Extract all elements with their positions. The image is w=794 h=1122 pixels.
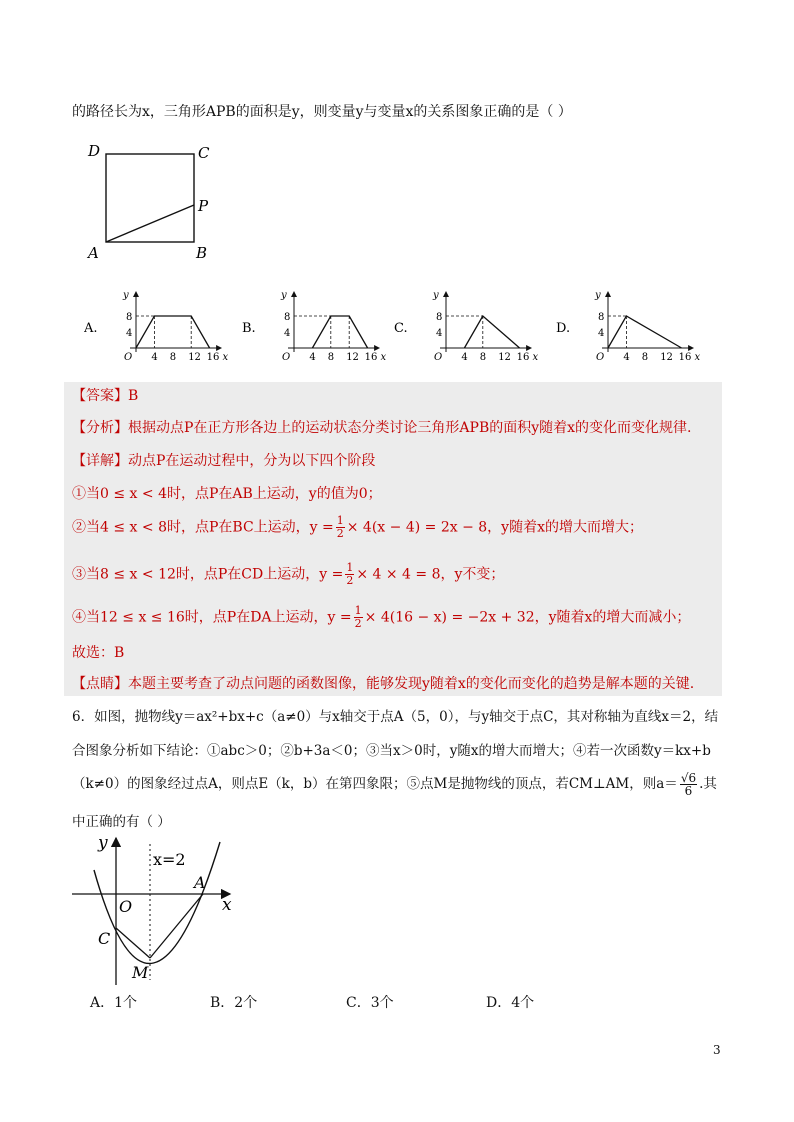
y-tick-label: 4 — [436, 328, 443, 339]
y-tick-label: 8 — [126, 312, 133, 323]
comment-line: 【点睛】本题主要考查了动点问题的函数图像，能够发现y随着x的变化而变化的趋势是解本题的关键. — [72, 676, 695, 692]
y-tick-label: 4 — [126, 328, 133, 339]
graph-line — [136, 316, 210, 348]
option-letter: A. — [84, 321, 98, 336]
q5-intro: 的路径长为x，三角形APB的面积是y，则变量y与变量x的关系图象正确的是（ ） — [72, 104, 572, 120]
x-tick-label: 8 — [169, 352, 177, 363]
label-D: D — [88, 142, 101, 160]
x-tick-label: 12 — [346, 352, 359, 363]
x-axis-label: x — [222, 352, 229, 363]
x-tick-label: 12 — [188, 352, 201, 363]
q6-option-d[interactable]: D．4个 — [486, 995, 535, 1011]
q6-option-b[interactable]: B．2个 — [210, 995, 258, 1011]
x-tick-label: 16 — [206, 352, 220, 363]
half-fraction: $\frac{1}{2}$ — [346, 561, 354, 587]
origin-label: O — [282, 352, 291, 363]
analysis-line: 【分析】根据动点P在正方形各边上的运动状态分类讨论三角形APB的面积y随着x的变化而变化规律. — [72, 420, 692, 436]
label-C: C — [198, 144, 210, 162]
step-3: ③当8 ≤ x < 12时，点P在CD上运动，y = $\frac{1}{2}$ × 4 × 4 = 8，y不变； — [72, 561, 505, 587]
x-tick-label: 16 — [364, 352, 378, 363]
option-graph-b[interactable] — [242, 286, 392, 366]
page-number: 3 — [713, 1043, 721, 1057]
parabola-figure — [64, 830, 244, 990]
y-tick-label: 8 — [436, 312, 443, 323]
fig-label-C: C — [98, 929, 111, 948]
option-letter: D. — [556, 321, 571, 336]
y-tick-label: 4 — [598, 328, 605, 339]
q6-line2: 合图象分析如下结论：①abc＞0；②b+3a＜0；③当x＞0时，y随x的增大而增大；④若一次函数y＝kx+b — [72, 743, 711, 759]
x-tick-label: 8 — [479, 352, 487, 363]
x-tick-label: 4 — [623, 352, 630, 363]
step-4: ④当12 ≤ x ≤ 16时，点P在DA上运动，y = $\frac{1}{2}$ × 4(16 − x) = −2x + 32，y随着x的增大而减小； — [72, 604, 691, 630]
option-letter: C. — [394, 321, 408, 336]
y-tick-label: 8 — [598, 312, 605, 323]
graph-line — [312, 316, 367, 348]
fig-label-A: A — [194, 873, 206, 892]
x-tick-label: 16 — [678, 352, 692, 363]
y-axis-label: y — [123, 290, 129, 301]
option-letter: B. — [242, 321, 256, 336]
y-axis-label: y — [281, 290, 287, 301]
label-B: B — [196, 244, 208, 262]
q6-line4: 中正确的有（ ） — [72, 814, 171, 830]
option-graph-c[interactable] — [394, 286, 544, 366]
origin-label: O — [124, 352, 133, 363]
sqrt6-fraction: $\frac{√6}{6}$ — [680, 771, 697, 798]
half-fraction: $\frac{1}{2}$ — [336, 514, 344, 540]
x-axis-label: x — [694, 352, 701, 363]
x-tick-label: 4 — [151, 352, 158, 363]
option-graph-a[interactable] — [84, 286, 234, 366]
choose-line: 故选：B — [72, 645, 125, 661]
x-tick-label: 8 — [327, 352, 335, 363]
fig-label-y: y — [98, 833, 108, 853]
step-1: ①当0 ≤ x < 4时，点P在AB上运动，y的值为0； — [72, 486, 382, 502]
square-figure — [82, 140, 222, 265]
q6-line3: （k≠0）的图象经过点A，则点E（k，b）在第四象限；⑤点M是抛物线的顶点，若CM⊥AM，则a＝ $\frac{√6}{6}$ .其 — [72, 771, 717, 798]
fig-label-x: x — [222, 895, 232, 915]
y-tick-label: 4 — [284, 328, 291, 339]
origin-label: O — [434, 352, 443, 363]
graph-line — [464, 316, 519, 348]
q6-option-c[interactable]: C．3个 — [346, 995, 394, 1011]
answer-line: 【答案】B — [72, 388, 139, 404]
y-axis-label: y — [433, 290, 439, 301]
x-tick-label: 4 — [461, 352, 468, 363]
x-tick-label: 12 — [498, 352, 511, 363]
x-tick-label: 8 — [641, 352, 649, 363]
step-2: ②当4 ≤ x < 8时，点P在BC上运动，y = $\frac{1}{2}$ × 4(x − 4) = 2x − 8，y随着x的增大而增大； — [72, 514, 643, 540]
x-axis-label: x — [380, 352, 387, 363]
x-axis-label: x — [532, 352, 539, 363]
x-tick-label: 4 — [309, 352, 316, 363]
fig-label-sym: x=2 — [153, 850, 186, 869]
y-tick-label: 8 — [284, 312, 291, 323]
y-axis-label: y — [595, 290, 601, 301]
origin-label: O — [596, 352, 605, 363]
x-tick-label: 12 — [660, 352, 673, 363]
fig-label-O: O — [119, 897, 133, 916]
q6-option-a[interactable]: A．1个 — [90, 995, 138, 1011]
label-A: A — [88, 244, 99, 262]
q6-line1: 6．如图，抛物线y＝ax²+bx+c（a≠0）与x轴交于点A（5，0），与y轴交于点C，其对称轴为直线x＝2，结 — [72, 709, 719, 725]
graph-line — [608, 316, 682, 348]
fig-label-M: M — [132, 963, 149, 982]
option-graph-d[interactable] — [556, 286, 706, 366]
half-fraction: $\frac{1}{2}$ — [354, 604, 362, 630]
detail-line: 【详解】动点P在运动过程中，分为以下四个阶段 — [72, 453, 376, 469]
x-tick-label: 16 — [516, 352, 530, 363]
label-P: P — [198, 197, 209, 215]
